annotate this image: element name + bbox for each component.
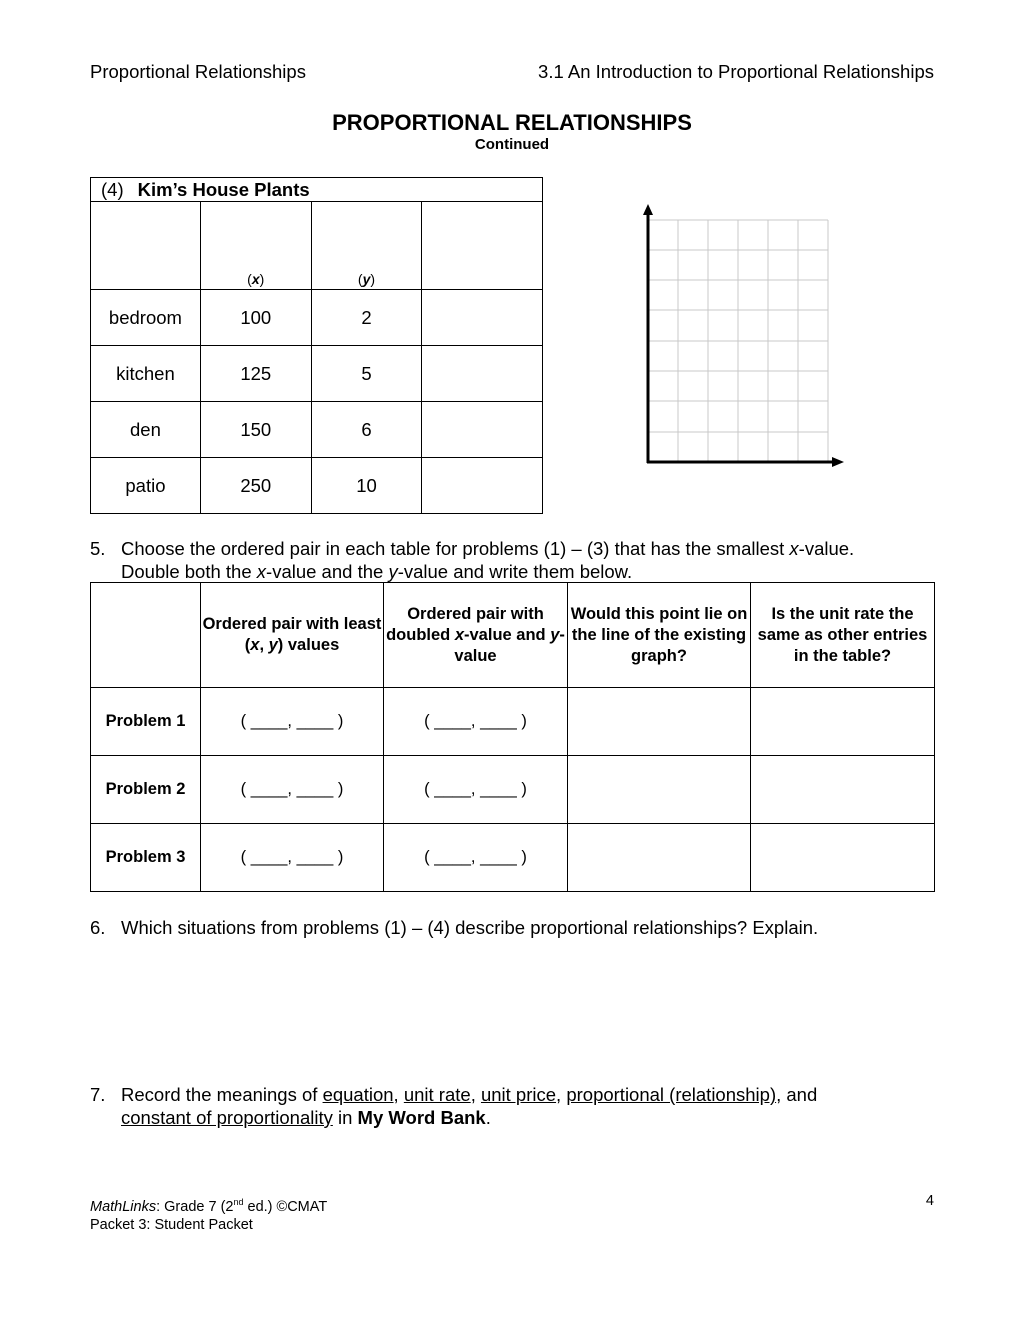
q7-text-part: Record the meanings of [121, 1084, 323, 1105]
problem-label: Problem 3 [91, 824, 201, 892]
q7-text-part: , and [776, 1084, 818, 1105]
page-title: PROPORTIONAL RELATIONSHIPS [332, 110, 692, 135]
blank-answer-cell[interactable] [422, 290, 543, 346]
q5-text-part: Choose the ordered pair in each table for problems (1) – (3) that has the smallest [121, 538, 790, 559]
term-equation: equation [322, 1084, 394, 1105]
extra-header-cell[interactable] [422, 202, 543, 290]
grid-lines [648, 220, 828, 463]
x-axis-arrow-icon [832, 457, 844, 467]
least-pair-blank[interactable]: ( ____, ____ ) [201, 688, 384, 756]
plants-table [90, 177, 543, 514]
blank-answer-cell[interactable] [422, 402, 543, 458]
blank-coordinate-grid[interactable] [635, 200, 850, 475]
blank-header-cell [91, 583, 201, 688]
header-y-var: y [268, 636, 278, 654]
on-line-answer-cell[interactable] [568, 824, 751, 892]
header-least-pair [201, 583, 384, 688]
header-on-line: Would this point lie on the line of the existing graph? [568, 583, 751, 688]
header-y-var: y [550, 625, 560, 644]
room-cell: kitchen [91, 346, 201, 402]
footer-text: : Grade 7 (2 [156, 1198, 234, 1215]
question-text: Which situations from problems (1) – (4) describe proportional relationships? Explain. [121, 917, 819, 938]
table-row [91, 402, 543, 458]
least-pair-blank[interactable]: ( ____, ____ ) [201, 824, 384, 892]
q5-text-part: -value and the [266, 561, 389, 582]
y-header-cell[interactable]: (y) [311, 202, 422, 290]
y-value-cell: 10 [311, 458, 422, 514]
x-value-cell: 150 [200, 402, 311, 458]
x-variable: x [251, 271, 260, 287]
doubled-pair-blank[interactable]: ( ____, ____ ) [384, 756, 568, 824]
q7-text-part: . [485, 1107, 491, 1128]
doubled-pair-blank[interactable]: ( ____, ____ ) [384, 824, 568, 892]
header-left: Proportional Relationships [90, 61, 306, 82]
header-doubled-pair [384, 583, 568, 688]
x-value-cell: 125 [200, 346, 311, 402]
q5-text-part: -value. [798, 538, 855, 559]
y-value-cell: 5 [311, 346, 422, 402]
q5-text-part: -value and write them below. [397, 561, 633, 582]
footer-left [90, 1193, 327, 1234]
table-row [91, 756, 935, 824]
header-text: ) values [277, 636, 340, 654]
q7-text-part: , [470, 1084, 481, 1105]
q7-text-part: , [393, 1084, 404, 1105]
on-line-answer-cell[interactable] [568, 688, 751, 756]
header-text: -value [454, 625, 565, 665]
header-text: Ordered pair with doubled [386, 604, 544, 644]
room-cell: bedroom [91, 290, 201, 346]
question-number: 7. [90, 1084, 106, 1105]
term-unit-rate: unit rate [403, 1084, 471, 1105]
table-row [91, 458, 543, 514]
footer-packet: Packet 3: Student Packet [90, 1216, 253, 1233]
q5-x-var: x [256, 561, 267, 582]
footer-text: ed.) ©CMAT [243, 1198, 328, 1215]
plants-table-title: Kim’s House Plants [137, 178, 310, 200]
blank-answer-cell[interactable] [422, 458, 543, 514]
least-pair-blank[interactable]: ( ____, ____ ) [201, 756, 384, 824]
term-unit-price: unit price [480, 1084, 557, 1105]
term-proportional-relationship: proportional (relationship) [566, 1084, 777, 1105]
q7-text-part: , [556, 1084, 567, 1105]
y-axis-arrow-icon [643, 204, 653, 215]
on-line-answer-cell[interactable] [568, 756, 751, 824]
q7-text-part: in [332, 1107, 358, 1128]
header-blank-cell[interactable] [91, 202, 201, 290]
question-text [121, 1083, 941, 1129]
y-value-cell: 6 [311, 402, 422, 458]
unit-rate-answer-cell[interactable] [751, 756, 935, 824]
question-number: 6. [90, 917, 106, 938]
room-cell: den [91, 402, 201, 458]
q5-y-var: y [388, 561, 398, 582]
page-number: 4 [925, 1193, 934, 1209]
table-row [91, 290, 543, 346]
header-unit-rate: Is the unit rate the same as other entries in the table? [751, 583, 935, 688]
unit-rate-answer-cell[interactable] [751, 824, 935, 892]
term-constant-of-proportionality: constant of proportionality [121, 1107, 333, 1128]
x-header-cell[interactable]: (x) [200, 202, 311, 290]
word-bank-label: My Word Bank [357, 1107, 486, 1128]
ordered-pairs-table [90, 582, 935, 892]
unit-rate-answer-cell[interactable] [751, 688, 935, 756]
y-value-cell: 2 [311, 290, 422, 346]
header-x-var: x [454, 625, 465, 644]
footer-sup: nd [233, 1197, 244, 1207]
page-subtitle: Continued [474, 136, 550, 153]
question-number: 5. [90, 538, 106, 559]
y-variable: y [362, 271, 371, 287]
table-row [91, 346, 543, 402]
doubled-pair-blank[interactable]: ( ____, ____ ) [384, 688, 568, 756]
question-text [121, 537, 941, 583]
blank-answer-cell[interactable] [422, 346, 543, 402]
header-text: -value and [464, 625, 551, 644]
header-right: 3.1 An Introduction to Proportional Relationships [538, 61, 934, 82]
x-value-cell: 100 [200, 290, 311, 346]
table-row [91, 688, 935, 756]
header-text: Ordered pair with least ( [202, 615, 382, 654]
table-row [91, 824, 935, 892]
problem-label: Problem 2 [91, 756, 201, 824]
header-x-var: x [250, 636, 260, 654]
footer-brand: MathLinks [90, 1198, 157, 1215]
header-text: , [259, 636, 269, 654]
plants-table-caption [91, 178, 543, 202]
problem-label: Problem 1 [91, 688, 201, 756]
q5-x-var: x [789, 538, 799, 559]
room-cell: patio [91, 458, 201, 514]
q5-text-part: Double both the [121, 561, 257, 582]
problem-number: (4) [101, 178, 124, 200]
x-value-cell: 250 [200, 458, 311, 514]
